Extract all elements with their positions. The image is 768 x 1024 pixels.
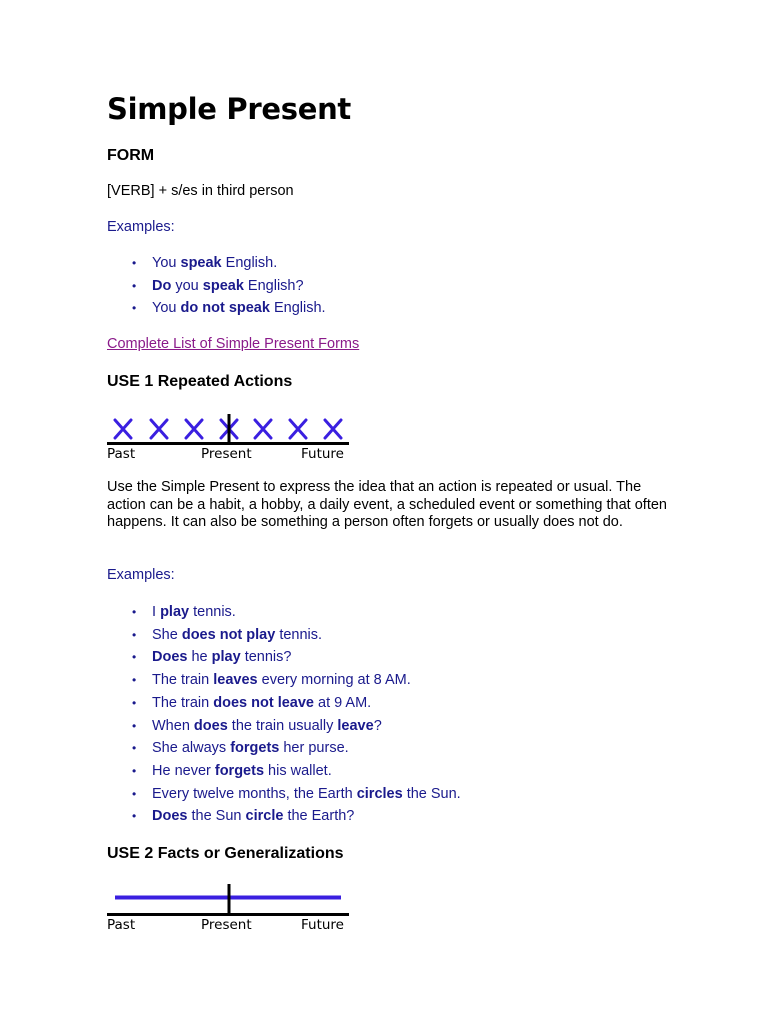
example-sentence	[107, 760, 461, 783]
sentence-text: The train	[152, 694, 214, 711]
sentence-text: the Earth?	[283, 808, 355, 825]
verb-emphasis: does not leave	[213, 694, 314, 711]
example-sentence	[107, 692, 461, 715]
verb-emphasis: Do	[152, 277, 172, 294]
timeline-label-past: Past	[107, 917, 136, 933]
example-sentence	[107, 624, 461, 647]
verb-emphasis: play	[211, 649, 241, 666]
verb-emphasis: speak	[180, 255, 222, 271]
simple-present-forms-link[interactable]: Complete List of Simple Present Forms	[107, 336, 360, 352]
facts-timeline	[107, 880, 357, 935]
bullet-icon: •	[132, 256, 137, 270]
bullet-icon: •	[132, 650, 137, 665]
repeated-actions-timeline	[107, 410, 357, 465]
sentence-text: the Sun.	[402, 785, 461, 802]
sentence-text: every morning at 8 AM.	[257, 672, 411, 689]
verb-emphasis: play	[160, 604, 190, 620]
timeline-label-past: Past	[107, 446, 136, 462]
sentence-text: the train usually	[227, 717, 338, 734]
timeline-label-future: Future	[301, 917, 344, 933]
sentence-text: When	[152, 717, 194, 734]
sentence-text: tennis.	[275, 626, 323, 643]
example-sentence	[107, 783, 461, 806]
bullet-icon: •	[132, 301, 137, 316]
verb-emphasis: leave	[337, 717, 374, 734]
timeline-label-present: Present	[201, 917, 252, 933]
bullet-icon: •	[132, 763, 137, 778]
example-sentence	[107, 715, 461, 738]
sentence-text: tennis.	[189, 604, 236, 620]
sentence-text: English.	[269, 300, 326, 317]
form-formula: [VERB] + s/es in third person	[107, 183, 294, 199]
example-sentence	[107, 601, 461, 624]
form-examples-list	[107, 252, 326, 320]
verb-emphasis: does	[193, 717, 228, 734]
sentence-text: You	[152, 300, 181, 317]
bullet-icon: •	[132, 627, 137, 642]
verb-emphasis: forgets	[230, 740, 280, 757]
verb-emphasis: circle	[245, 808, 284, 825]
bullet-icon: •	[132, 809, 137, 824]
bullet-icon: •	[132, 278, 137, 293]
timeline-label-present: Present	[201, 446, 252, 462]
example-sentence	[107, 646, 461, 669]
use1-examples-list	[107, 601, 461, 828]
bullet-icon: •	[132, 741, 137, 756]
sentence-text: The train	[152, 672, 214, 689]
sentence-text: the Sun	[187, 808, 246, 825]
verb-emphasis: leaves	[213, 672, 258, 689]
verb-emphasis: does not play	[181, 626, 276, 643]
bullet-icon: •	[132, 786, 137, 801]
action-x-mark	[255, 420, 271, 438]
sentence-text: English?	[243, 277, 304, 294]
sentence-text: his wallet.	[264, 762, 332, 779]
sentence-text: ?	[373, 717, 382, 734]
bullet-icon: •	[132, 673, 137, 688]
form-heading: FORM	[107, 147, 155, 164]
sentence-text: tennis?	[240, 649, 292, 666]
bullet-icon: •	[132, 695, 137, 710]
sentence-text: he	[187, 649, 212, 666]
sentence-text: at 9 AM.	[313, 694, 372, 711]
sentence-text: She	[152, 626, 182, 643]
action-x-mark	[325, 420, 341, 438]
sentence-text: Every twelve months, the Earth	[152, 785, 357, 802]
verb-emphasis: Does	[152, 649, 188, 666]
sentence-text: I	[152, 604, 161, 620]
example-sentence	[107, 252, 326, 275]
action-x-mark	[186, 420, 202, 438]
bullet-icon: •	[132, 605, 137, 619]
verb-emphasis: speak	[202, 277, 244, 294]
sentence-text: English.	[221, 255, 278, 271]
verb-emphasis: circles	[356, 785, 403, 802]
example-sentence	[107, 805, 461, 828]
example-sentence	[107, 669, 461, 692]
use1-examples-label: Examples:	[107, 567, 175, 583]
use1-heading: USE 1 Repeated Actions	[107, 373, 293, 390]
timeline-label-future: Future	[301, 446, 344, 462]
example-sentence	[107, 275, 326, 298]
page-title: Simple Present	[107, 92, 351, 126]
example-sentence	[107, 297, 326, 320]
example-sentence	[107, 737, 461, 760]
sentence-text: He never	[152, 762, 215, 779]
sentence-text: you	[171, 277, 203, 294]
use2-heading: USE 2 Facts or Generalizations	[107, 845, 344, 862]
action-x-mark	[115, 420, 131, 438]
sentence-text: She always	[152, 740, 231, 757]
action-x-mark	[290, 420, 306, 438]
verb-emphasis: Does	[152, 808, 188, 825]
action-x-mark	[151, 420, 167, 438]
use1-description: Use the Simple Present to express the idea that an action is repeated or usual. The action can be a habit, a hobby, a daily event, a scheduled event or something that often happens. It can also be something a person often forgets or usually does not do.	[107, 479, 667, 530]
verb-emphasis: do not speak	[180, 300, 270, 317]
bullet-icon: •	[132, 718, 137, 733]
verb-emphasis: forgets	[214, 762, 265, 779]
sentence-text: You	[152, 255, 181, 271]
sentence-text: her purse.	[279, 740, 349, 757]
form-examples-label: Examples:	[107, 219, 175, 235]
